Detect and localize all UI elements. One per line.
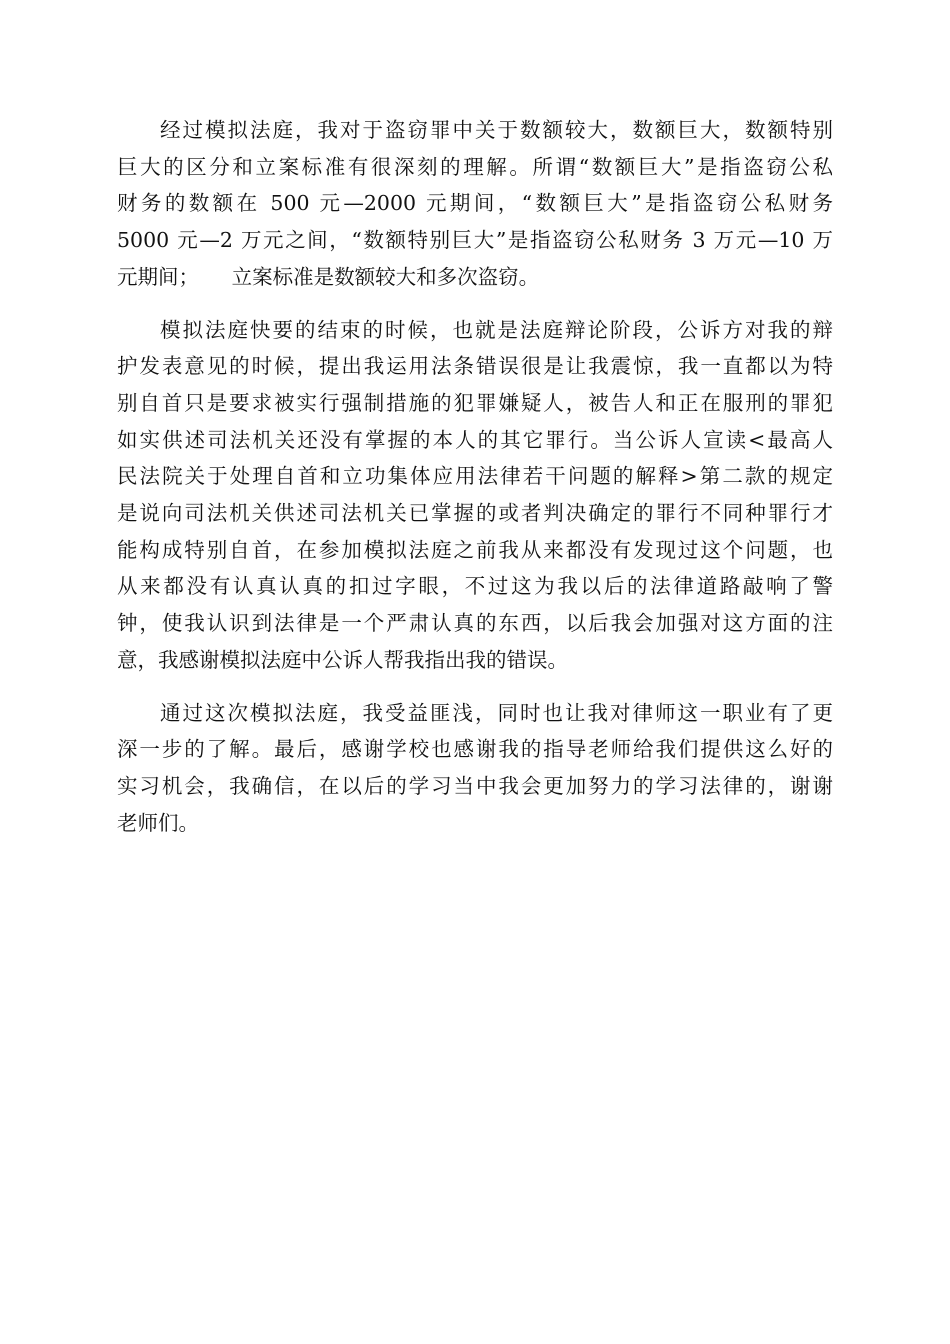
paragraph-line: 通过这次模拟法庭，我受益匪浅，同时也让我对律师这一职业有了更 xyxy=(160,700,833,725)
paragraph-line: 护发表意见的时候，提出我运用法条错误很是让我震惊，我一直都以为特 xyxy=(117,354,833,379)
paragraph-line: 5000 元—2 万元之间，“数额特别巨大”是指盗窃公私财务 3 万元—10 万 xyxy=(117,228,833,253)
paragraph-line: 能构成特别自首，在参加模拟法庭之前我从来都没有发现过这个问题，也 xyxy=(117,537,833,562)
paragraph-line: 是说向司法机关供述司法机关已掌握的或者判决确定的罪行不同种罪行才 xyxy=(117,501,833,526)
paragraph-line: 老师们。 xyxy=(117,810,199,835)
paragraph-conclusion xyxy=(117,695,833,842)
paragraph-line: 巨大的区分和立案标准有很深刻的理解。所谓“数额巨大”是指盗窃公私 xyxy=(117,154,833,179)
paragraph-line: 模拟法庭快要的结束的时候，也就是法庭辩论阶段，公诉方对我的辩 xyxy=(160,317,833,342)
paragraph-line: 意，我感谢模拟法庭中公诉人帮我指出我的错误。 xyxy=(117,647,568,672)
paragraph-line: 元期间； 立案标准是数额较大和多次盗窃。 xyxy=(117,264,540,289)
paragraph-line: 实习机会，我确信，在以后的学习当中我会更加努力的学习法律的，谢谢 xyxy=(117,773,833,798)
document-body xyxy=(117,112,833,857)
paragraph-special-surrender xyxy=(117,312,833,679)
paragraph-line: 深一步的了解。最后，感谢学校也感谢我的指导老师给我们提供这么好的 xyxy=(117,737,833,762)
paragraph-line: 别自首只是要求被实行强制措施的犯罪嫌疑人，被告人和正在服刑的罪犯 xyxy=(117,390,833,415)
paragraph-line: 经过模拟法庭，我对于盗窃罪中关于数额较大，数额巨大，数额特别 xyxy=(160,118,833,142)
paragraph-line: 如实供述司法机关还没有掌握的本人的其它罪行。当公诉人宣读<最高人 xyxy=(117,427,833,452)
paragraph-line: 财务的数额在 500 元—2000 元期间，“数额巨大”是指盗窃公私财务 xyxy=(117,191,833,216)
paragraph-line: 钟，使我认识到法律是一个严肃认真的东西，以后我会加强对这方面的注 xyxy=(117,611,833,636)
paragraph-line: 从来都没有认真认真的扣过字眼，不过这为我以后的法律道路敲响了警 xyxy=(117,574,833,599)
paragraph-theft-amounts xyxy=(117,112,833,296)
paragraph-line: 民法院关于处理自首和立功集体应用法律若干问题的解释>第二款的规定 xyxy=(117,464,833,489)
